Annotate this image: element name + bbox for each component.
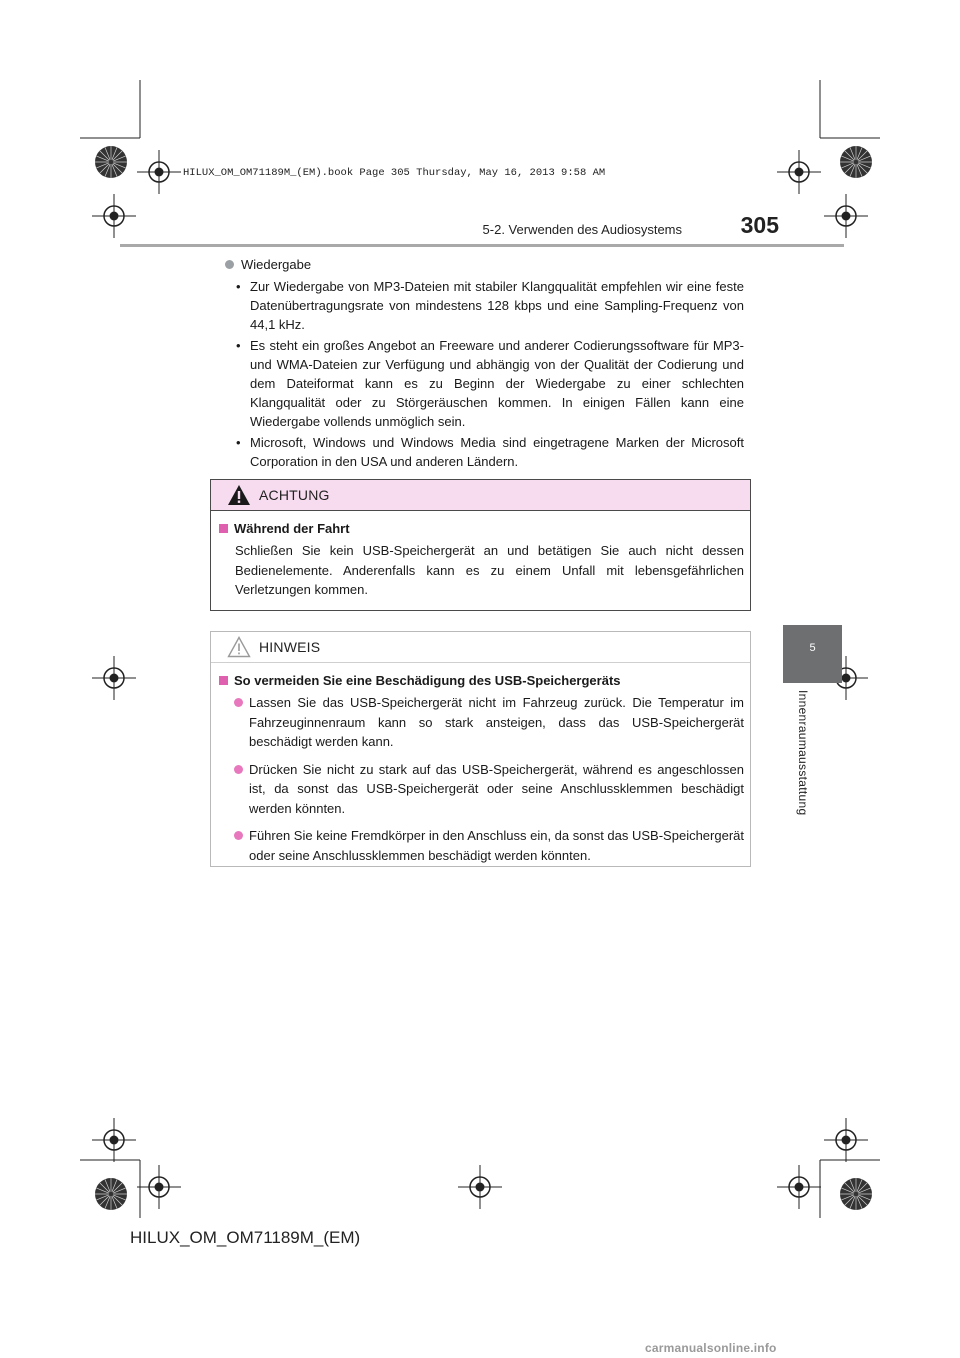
header-rule: [120, 244, 844, 247]
square-bullet-icon: [219, 524, 228, 533]
site-watermark: carmanualsonline.info: [645, 1341, 777, 1355]
achtung-title: ACHTUNG: [259, 487, 330, 503]
bullet-dot-icon: [234, 831, 243, 840]
hinweis-item-text: Lassen Sie das USB-Speichergerät nicht im Fahrzeug zurück. Die Temperatur im Fahrzeuginnenraum kann so stark ansteigen, dass das USB-Speichergerät beschädigt werden kann.: [249, 695, 744, 749]
achtung-body: [211, 511, 750, 600]
bullet-dot-icon: [234, 698, 243, 707]
bullet-dot-icon: [234, 765, 243, 774]
hinweis-item: [219, 826, 744, 865]
hinweis-box: [210, 631, 751, 867]
achtung-heading-row: [219, 521, 744, 536]
playback-section: [210, 254, 750, 472]
hinweis-item-text: Führen Sie keine Fremdkörper in den Anschluss ein, da sonst das USB-Speichergerät oder seine Anschlussklemmen beschädigt werden könnten.: [249, 828, 744, 863]
page-number: 305: [740, 212, 779, 238]
hinweis-item: [219, 693, 744, 752]
book-file-stamp: HILUX_OM_OM71189M_(EM).book Page 305 Thursday, May 16, 2013 9:58 AM: [183, 167, 606, 179]
list-item: • Zur Wiedergabe von MP3-Dateien mit stabiler Klangqualität empfehlen wir eine feste Datenübertragungsrate von mindestens 128 kbps und eine Sampling-Frequenz von 44,1 kHz.: [236, 277, 744, 335]
chapter-tab: 5: [783, 625, 842, 683]
section-title: 5-2. Verwenden des Audiosystems: [482, 222, 682, 237]
achtung-heading: Während der Fahrt: [234, 521, 350, 536]
hinweis-title: HINWEIS: [259, 639, 321, 655]
hinweis-heading: So vermeiden Sie eine Beschädigung des USB-Speichergeräts: [234, 673, 621, 688]
playback-list: [210, 277, 750, 471]
chapter-side-label: Innenraumausstattung: [796, 690, 810, 816]
hinweis-header: [211, 632, 750, 663]
playback-heading-row: [210, 254, 750, 274]
playback-heading: Wiedergabe: [241, 256, 312, 272]
hinweis-item-text: Drücken Sie nicht zu stark auf das USB-Speichergerät, während es angeschlossen ist, da sonst das USB-Speichergerät oder seine Anschlussklemmen beschädigt werden könnten.: [249, 761, 744, 816]
warning-triangle-icon: [227, 484, 251, 506]
hinweis-body: [211, 663, 750, 865]
hinweis-heading-row: [219, 673, 744, 688]
list-item: • Es steht ein großes Angebot an Freeware und anderer Codierungssoftware für MP3- und WMA-Dateien zur Verfügung und abhängig von der Qualität der Codierung und dem Dateiformat kann es zu Beginn der Wiedergabe zu einer schlechten Klangqualität oder zu Störgeräuschen kommen. In einigen Fällen kann eine Wiedergabe vollends unmöglich sein.: [236, 336, 744, 432]
achtung-box: [210, 479, 751, 611]
achtung-text: Schließen Sie kein USB-Speichergerät an und betätigen Sie auch nicht dessen Bedienelemente. Anderenfalls kann es zu einem Unfall mit lebensgefährlichen Verletzungen kommen.: [235, 543, 744, 597]
bullet-dot-icon: [225, 260, 234, 269]
achtung-header: [211, 480, 750, 511]
square-bullet-icon: [219, 676, 228, 685]
hinweis-item: [219, 760, 744, 819]
list-item: • Microsoft, Windows und Windows Media sind eingetragene Marken der Microsoft Corporation in den USA und anderen Ländern.: [236, 433, 744, 471]
caution-triangle-outline-icon: [227, 636, 251, 658]
manual-code: HILUX_OM_OM71189M_(EM): [130, 1228, 361, 1247]
